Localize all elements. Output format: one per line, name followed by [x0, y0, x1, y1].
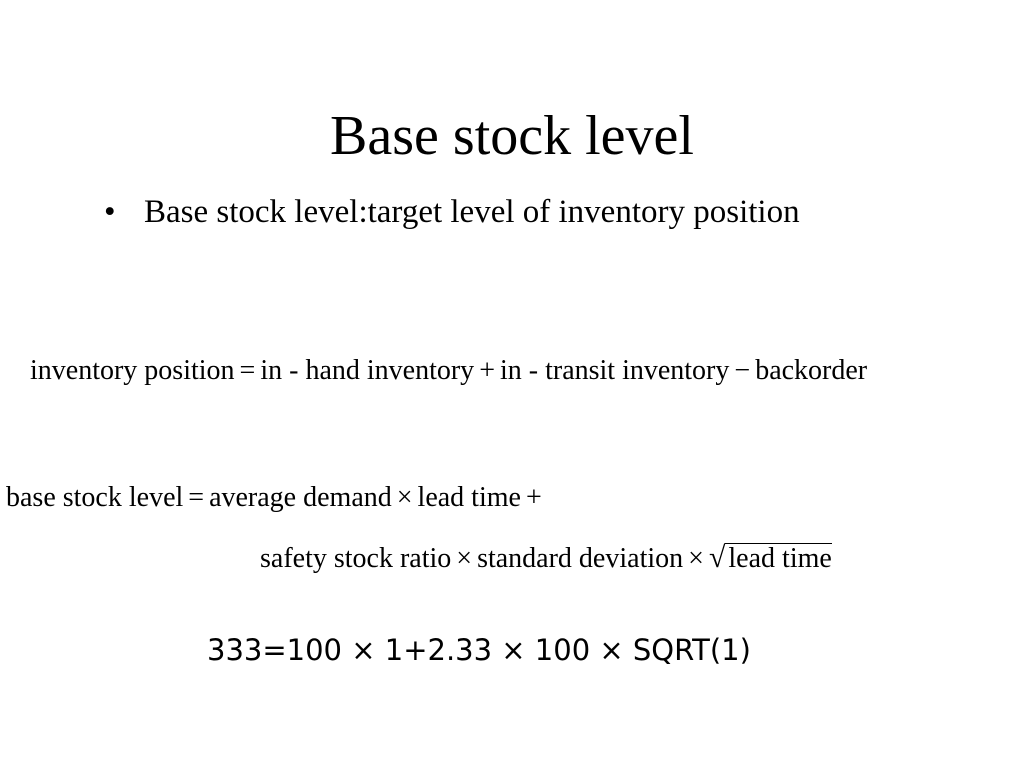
eq2-times-2: ×: [456, 543, 473, 574]
eq1-term-in-transit: in - transit inventory: [499, 355, 730, 386]
eq2-plus: +: [525, 482, 542, 513]
numeric-calculation: 333=100 × 1+2.33 × 100 × SQRT(1): [207, 633, 751, 667]
eq2-equals: =: [188, 482, 205, 513]
bullet-separator: :: [358, 194, 368, 230]
eq1-lhs: inventory position: [30, 355, 235, 386]
eq2-times-1: ×: [396, 482, 413, 513]
eq1-term-in-hand: in - hand inventory: [260, 355, 475, 386]
eq2-lhs: base stock level: [6, 482, 184, 513]
eq1-term-backorder: backorder: [755, 355, 868, 386]
bullet-item: [104, 190, 800, 234]
eq2-times-3: ×: [688, 543, 704, 574]
bullet-definition: target level of inventory position: [367, 194, 800, 230]
eq1-minus: −: [734, 355, 751, 386]
bullet-marker: •: [104, 194, 116, 230]
eq1-plus: +: [479, 355, 495, 386]
bullet-term: Base stock level: [144, 194, 359, 230]
eq2-term-safety-stock-ratio: safety stock ratio: [260, 543, 452, 574]
eq2-term-standard-deviation: standard deviation: [477, 543, 684, 574]
inventory-position-equation: [30, 353, 867, 389]
eq1-equals: =: [239, 355, 256, 386]
square-root: [709, 540, 832, 577]
eq2-term-average-demand: average demand: [209, 482, 392, 513]
sqrt-radicand: lead time: [725, 543, 831, 574]
base-stock-equation-line2: [260, 540, 832, 577]
slide-title: Base stock level: [330, 105, 694, 167]
eq2-term-lead-time: lead time: [417, 482, 521, 513]
sqrt-sign: √: [708, 541, 726, 574]
base-stock-equation-line1: [6, 480, 547, 516]
